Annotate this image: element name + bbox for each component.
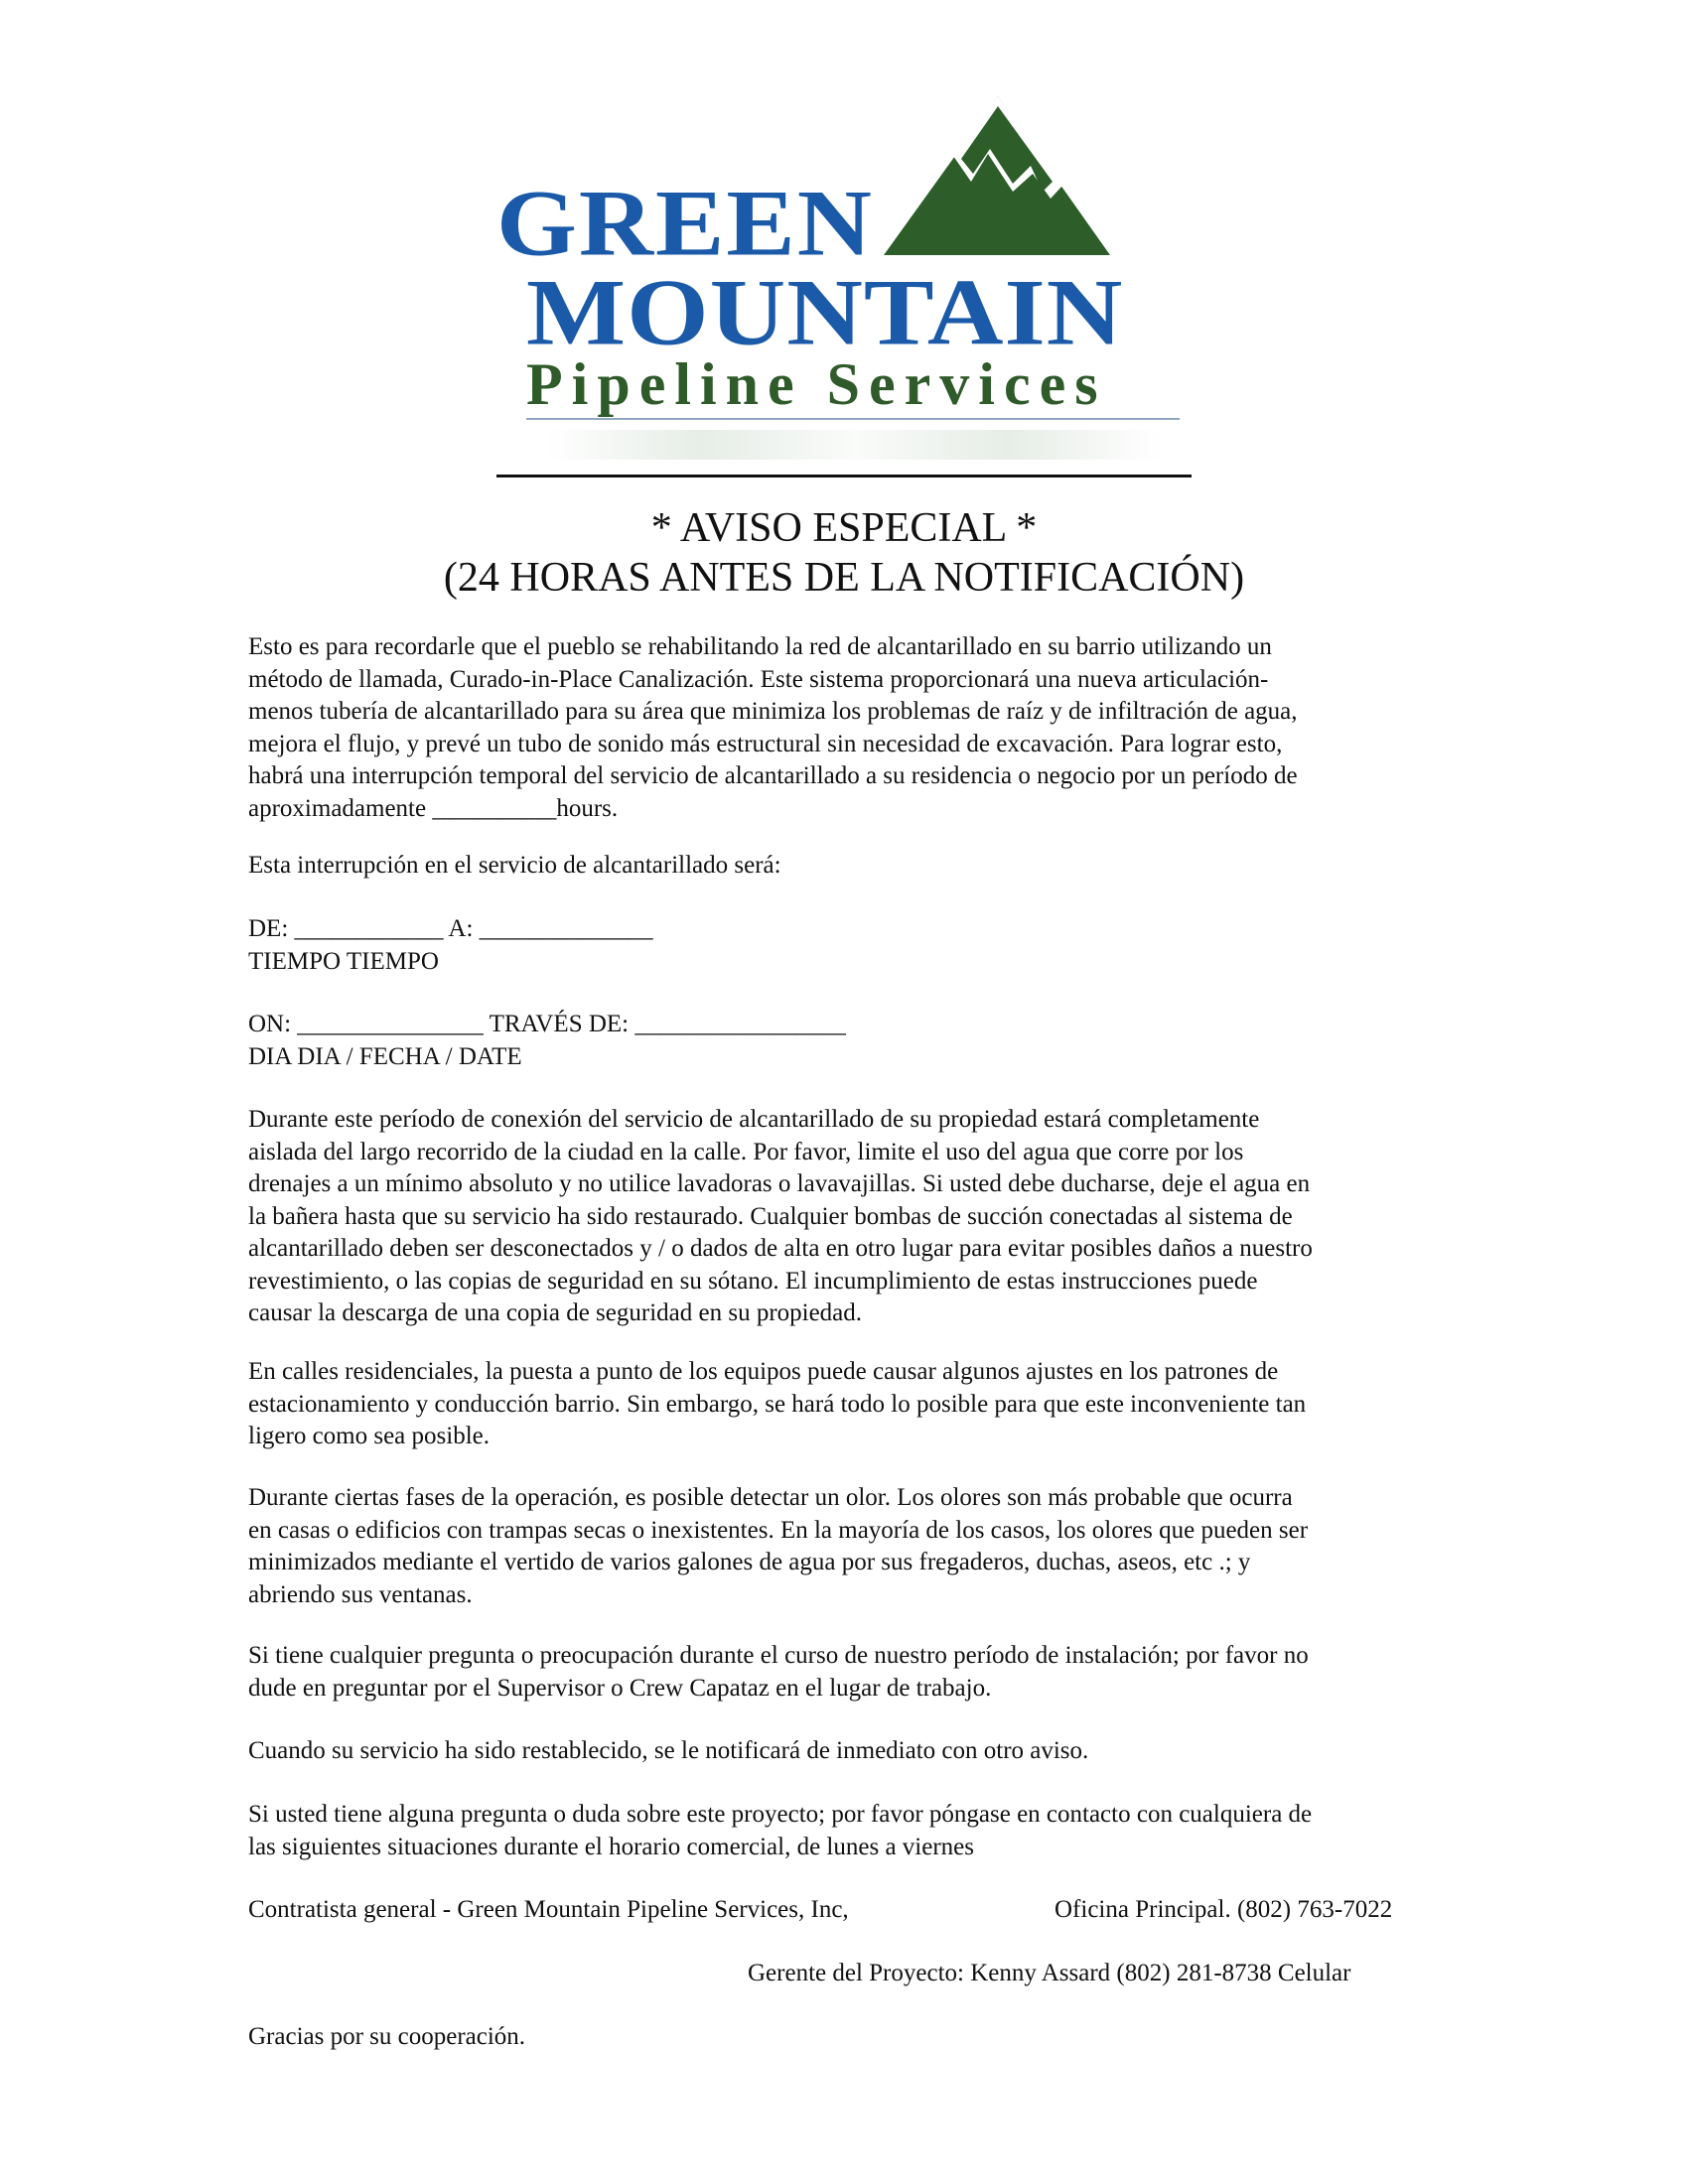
contact-paragraph [248,1799,1440,1863]
text-line: mejora el flujo, y prevé un tubo de sonido más estructural sin necesidad de excavación. Para lograr esto, [248,730,1283,757]
odor-paragraph [248,1482,1440,1611]
text-line: dude en preguntar por el Supervisor o Crew Capataz en el lugar de trabajo. [248,1674,992,1702]
text-line: alcantarillado deben ser desconectados y / o dados de alta en otro lugar para evitar posibles daños a nuestro [248,1235,1313,1262]
questions-paragraph [248,1640,1440,1705]
text-line: en casas o edificios con trampas secas o inexistentes. En la mayoría de los casos, los olores que pueden ser [248,1516,1309,1544]
text-line: aproximadamente __________hours. [248,794,619,822]
time-range-labels: TIEMPO TIEMPO [248,947,439,975]
restored-paragraph [248,1735,1440,1768]
text-line: revestimiento, o las copias de seguridad en su sótano. El incumplimiento de estas instrucciones puede [248,1267,1258,1295]
contractor-name: Contratista general - Green Mountain Pipeline Services, Inc, [248,1896,849,1923]
text-line: aislada del largo recorrido de la ciudad en la calle. Por favor, limite el uso del agua que corre por los [248,1138,1244,1165]
text-line: causar la descarga de una copia de seguridad en su propiedad. [248,1299,863,1326]
mountain-icon [884,94,1112,258]
closing-text: Gracias por su cooperación. [248,2023,526,2050]
time-fields [248,913,1440,978]
text-line: la bañera hasta que su servicio ha sido restaurado. Cualquier bombas de succión conectadas al sistema de [248,1202,1293,1230]
notice-title: * AVISO ESPECIAL * [650,505,1038,551]
date-range-line: ON: _______________ TRAVÉS DE: _________________ [248,1011,846,1037]
text-line: En calles residenciales, la puesta a punto de los equipos puede causar algunos ajustes en los patrones de [248,1358,1279,1385]
text-line: estacionamiento y conducción barrio. Sin embargo, se hará todo lo posible para que este inconveniente tan [248,1390,1307,1418]
logo-line-mountain: MOUNTAIN [526,259,1124,365]
text-line: menos tubería de alcantarillado para su área que minimiza los problemas de raíz y de infiltración de agua, [248,698,1298,725]
during-paragraph [248,1104,1440,1330]
header-divider [496,475,1192,478]
logo-line-pipeline-services: Pipeline Services [526,351,1107,417]
time-range-line: DE: ____________ A: ______________ [248,915,653,942]
logo-line-green: GREEN [496,170,874,276]
notice-subtitle: (24 HORAS ANTES DE LA NOTIFICACIÓN) [443,555,1245,601]
text-line: método de llamada, Curado-in-Place Canalización. Este sistema proporcionará una nueva articulación- [248,665,1269,693]
text-line: Durante este período de conexión del servicio de alcantarillado de su propiedad estará completamente [248,1106,1260,1133]
date-range-labels: DIA DIA / FECHA / DATE [248,1042,522,1070]
logo-underline [526,418,1180,420]
text-line: Durante ciertas fases de la operación, es posible detectar un olor. Los olores son más probable que ocurra [248,1484,1293,1511]
text-line: Si usted tiene alguna pregunta o duda sobre este proyecto; por favor póngase en contacto con cualquiera de [248,1801,1313,1828]
office-phone: Oficina Principal. (802) 763-7022 [1055,1896,1393,1923]
text-line: Si tiene cualquier pregunta o preocupación durante el curso de nuestro período de instalación; por favor no [248,1642,1309,1669]
intro-paragraph [248,631,1440,825]
interruption-label [248,850,1440,883]
project-manager: Gerente del Proyecto: Kenny Assard (802) 281-8738 Celular [748,1960,1351,1986]
text-line: Esto es para recordarle que el pueblo se rehabilitando la red de alcantarillado en su barrio utilizando un [248,633,1272,660]
company-logo [487,94,1201,481]
text-line: abriendo sus ventanas. [248,1580,473,1608]
text-line: minimizados mediante el vertido de varios galones de agua por sus fregaderos, duchas, aseos, etc .; y [248,1549,1251,1575]
streets-paragraph [248,1356,1440,1453]
date-fields [248,1009,1440,1073]
text-line: las siguientes situaciones durante el horario comercial, de lunes a viernes [248,1833,974,1860]
text-line: Esta interrupción en el servicio de alcantarillado será: [248,852,781,879]
text-line: ligero como sea posible. [248,1423,490,1449]
text-line: habrá una interrupción temporal del servicio de alcantarillado a su residencia o negocio por un período de [248,762,1298,789]
text-line: drenajes a un mínimo absoluto y no utilice lavadoras o lavavajillas. Si usted debe ducharse, deje el agua en [248,1170,1311,1197]
text-line: Cuando su servicio ha sido restablecido, se le notificará de inmediato con otro aviso. [248,1737,1089,1764]
logo-faded-tagline [546,430,1162,460]
closing-line [248,2021,1440,2054]
